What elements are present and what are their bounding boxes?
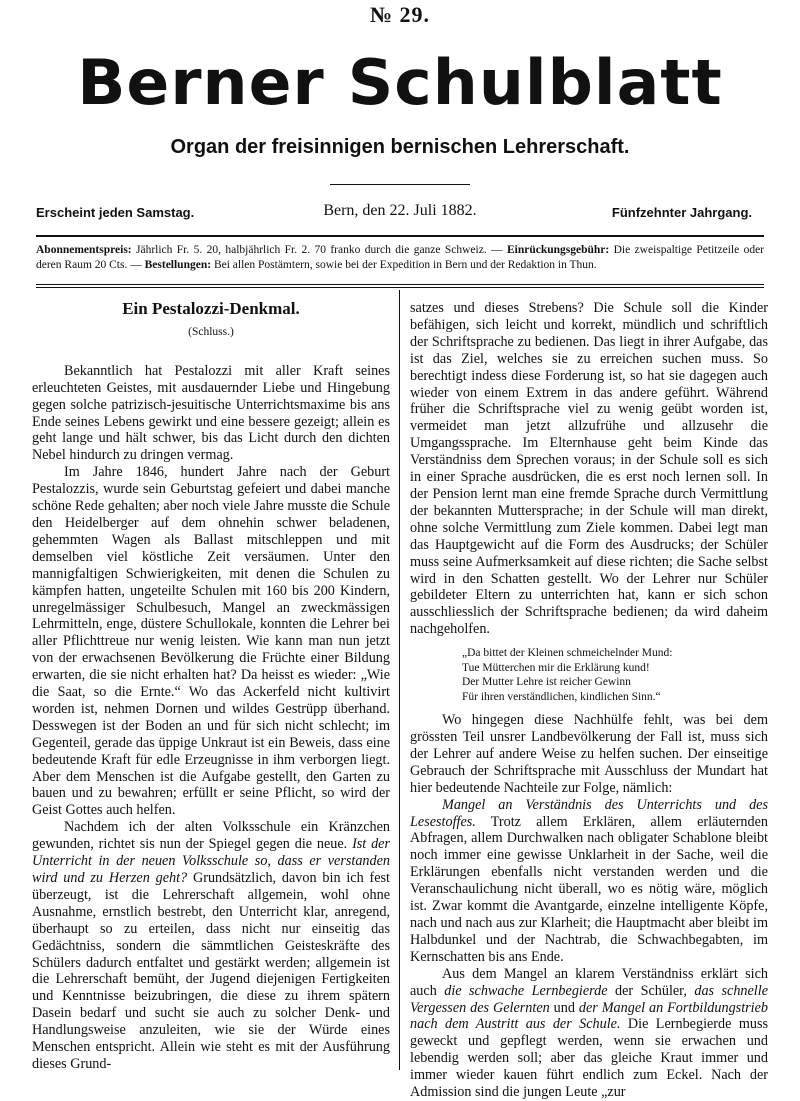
- article-subtitle: (Schluss.): [188, 325, 234, 338]
- paragraph: [410, 966, 768, 1101]
- insertion-fee-text: Die zweispaltige Petitzeile oder deren Raum 20 Cts. —: [36, 244, 764, 271]
- paragraph-text: Grundsätzlich, davon bin ich fest überzeugt, ist die Lehrerschaft allgemein, wohl ohne Ausnahme, ernstlich bestrebt, den Unterricht klar, anregend, überhaupt so zu erteilen, dass nicht nur einseitig das Gedächtniss, sondern die sämmtlichen Geisteskräfte des Schülers dadurch entfaltet und gestärkt werden; allgemein ist die Lehrerschaft bemüht, der Jugend diejenigen Fertigkeiten und Kenntnisse beizubringen, die diese zu ihrem spätern Dasein bedarf und sucht sie auch zu solcher Denk- und Handlungsweise anzuleiten, wie sie der Würde eines Menschen entspricht. Allein wie steht es mit der Ausführung dieses Grund-: [32, 870, 390, 1072]
- paragraph-italic: das schnelle Vergessen des Gelernten: [410, 982, 768, 1016]
- masthead-subtitle: Organ der freisinnigen bernischen Lehrerschaft.: [170, 136, 630, 158]
- orders-label: Bestellungen:: [144, 259, 212, 271]
- header-rule: [36, 235, 764, 237]
- paragraph-italic: die schwache Lernbegierde: [444, 982, 608, 999]
- subscription-rule: [36, 284, 764, 288]
- issue-number: № 29.: [369, 2, 431, 27]
- poem-line: Für ihren verständlichen, kindlichen Sinn.“: [462, 690, 661, 703]
- paragraph: Wo hingegen diese Nachhülfe fehlt, was bei dem grössten Teil unsrer Landbevölkerung der Fall ist, muss sich der Lehrer auf andere Weise zu helfen suchen. Der einseitige Gebrauch der Schriftsprache mit Ausschluss der Mundart hat hier bedeutende Nachteile zur Folge, nämlich:: [410, 712, 768, 796]
- column-divider: [399, 290, 400, 1070]
- paragraph-text: Die Lernbegierde muss geweckt und gepflegt werden, wenn sie erwachen und lebendig werden soll; aber das gleiche Kraut immer und immer wieder kauen führt endlich zum Eckel. Nach der Admission sind die jungen Leute „zur: [410, 1016, 768, 1101]
- article-title: Ein Pestalozzi-Denkmal.: [122, 299, 300, 318]
- subscription-price-label: Abonnementspreis:: [36, 244, 132, 256]
- poem-line: Der Mutter Lehre ist reicher Gewinn: [462, 676, 631, 689]
- paragraph: [410, 797, 768, 966]
- paragraph: Bekanntlich hat Pestalozzi mit aller Kraft seines erleuchteten Geistes, mit ausdauernder Liebe und Hingebung gegen solche patrizisch-jesuitische Unterrichtsmaxime bis ans Ende seines Lebens gewirkt und eine bessere gezeigt; allein es geht lange und hält schwer, bis das Licht durch den dichten Nebel hindurch zu dringen vermag.: [32, 362, 390, 464]
- poem-line: „Da bittet der Kleinen schmeichelnder Mund:: [462, 647, 673, 660]
- publication-frequency: Erscheint jeden Samstag.: [36, 205, 195, 220]
- column-right: [410, 300, 768, 1101]
- subscription-info: [36, 243, 764, 273]
- paragraph-italic: der Mangel an Fortbildungstrieb nach dem Austritt aus der Schule.: [410, 999, 768, 1033]
- short-divider: [330, 184, 470, 185]
- poem-quote: [462, 646, 768, 704]
- subscription-price-text: Jährlich Fr. 5. 20, halbjährlich Fr. 2. 70 franko durch die ganze Schweiz. —: [131, 244, 507, 256]
- paragraph-italic: Mangel an Verständnis des Unterrichts und des Lesestoffes.: [410, 796, 768, 830]
- paragraph-text: Nachdem ich der alten Volksschule ein Kränzchen gewunden, richtet sis nun der Spiegel gegen die neue.: [32, 819, 390, 853]
- paragraph: satzes und dieses Strebens? Die Schule soll die Kinder befähigen, sich leicht und korrekt, mündlich und schriftlich der Schriftsprache zu bedienen. Das liegt in ihrer Aufgabe, das ist das Ziel, welches sie zu erreichen suchen muss. So berechtigt indess diese Forderung ist, so hat sie dagegen auch wieder von einem Extrem in das andere geführt. Während früher die Schriftsprache viel zu wenig geübt worden ist, vermeidet man jetzt allzufrühe und allzusehr die Umgangssprache. Im Elternhause geht beim Kinde das Verständniss dem Sprechen voraus; in der Schule soll es sich in einer Sprache ausdrücken, die es erst noch lernen soll. In der Pension lernt man eine fremde Sprache durch Vermittlung der bekannten Muttersprache; in der Schule will man direkt, ohne solche Vermittlung zum Ziele kommen. Dabei legt man das Hauptgewicht auf die Form des Ausdrucks; der Schüler muss seine Aufmerksamkeit auf diese richten; die Sache selbst wird in den Schatten gestellt. Wo der Lehrer nur Schüler gebildeter Eltern zu unterrichten hat, kann er sich schon ausschliesslich der Schriftsprache bedienen; da wird daheim nachgeholfen.: [410, 300, 768, 638]
- paragraph-italic: Ist der Unterricht in der neuen Volksschule so, dass er verstanden wird und zu Herzen geht?: [32, 836, 390, 886]
- paragraph: [32, 819, 390, 1073]
- insertion-fee-label: Einrückungsgebühr:: [506, 244, 610, 256]
- issue-date: Bern, den 22. Juli 1882.: [323, 202, 477, 219]
- column-left: [32, 298, 390, 1073]
- poem-line: Tue Mütterchen mir die Erklärung kund!: [462, 661, 650, 674]
- volume-year: Fünfzehnter Jahrgang.: [611, 205, 752, 220]
- paragraph-text: Aus dem Mangel an klarem Verständniss erklärt sich auch: [410, 965, 768, 999]
- paragraph: Im Jahre 1846, hundert Jahre nach der Geburt Pestalozzis, wurde sein Geburtstag gefeiert und dabei manche schöne Rede gehalten; aber noch viele Jahre musste die Schule den Heidelberger auf dem ohnehin schwer beladenen, gehemmten Wagen als Ballast mitschleppen und mit demselben viel köstliche Zeit versäumen. Unter den mannigfaltigen Schwierigkeiten, mit denen die Schulen zu kämpfen hatten, ungeteilte Schulen mit 160 bis 200 Kindern, unregelmässiger Schulbesuch, Mangel an zweckmässigen Lehrmitteln, enge, düstere Schullokale, konnten die Lehrer bei aller Pflichttreue nur wenig leisten. Wie kann man nun jetzt von der erwachsenen Bevölkerung die Früchte einer Bildung erwarten, die sie nicht erhalten hat? Da heisst es wieder: „Wie die Saat, so die Ernte.“ Wo das Ackerfeld nicht kultivirt worden ist, nehmen Dornen und wildes Gestrüpp überhand. Desswegen ist der Boden an und für sich nicht schlecht; im Gegenteil, gerade das üppige Unkraut ist ein Beweis, dass eine bedeutende Kraft für edle Erzeugnisse in ihm verborgen liegt. Aber dem Menschen ist die Aufgabe gestellt, den Garten zu bauen und zu bewahren; erfüllt er seine Pflicht, so wird der Geist Gottes auch helfen.: [32, 464, 390, 819]
- orders-text: Bei allen Postämtern, sowie bei der Expedition in Bern und der Redaktion in Thun.: [211, 259, 597, 271]
- masthead-title: Berner Schulblatt: [77, 46, 723, 119]
- paragraph-text: und: [549, 999, 579, 1016]
- paragraph-text: der Schüler,: [607, 982, 695, 999]
- paragraph-text: Trotz allem Erklären, allem erläuternden Abfragen, allem Durchwalken nach obligater Schablone bleibt noch immer eine gewisse Unklarheit in der Sache, weil die Erklärungen ebenfalls nicht verstanden werden und die Veranschaulichung nicht überall, wo es nötig wäre, möglich ist. Zwar kommt die Avantgarde, einzelne intelligente Köpfe, nach und nach aus zur Klarheit; die Hauptmacht aber bleibt im Halbdunkel und der Nachtrab, die Schwachbegabten, im Kernschatten bis ans Ende.: [410, 813, 768, 965]
